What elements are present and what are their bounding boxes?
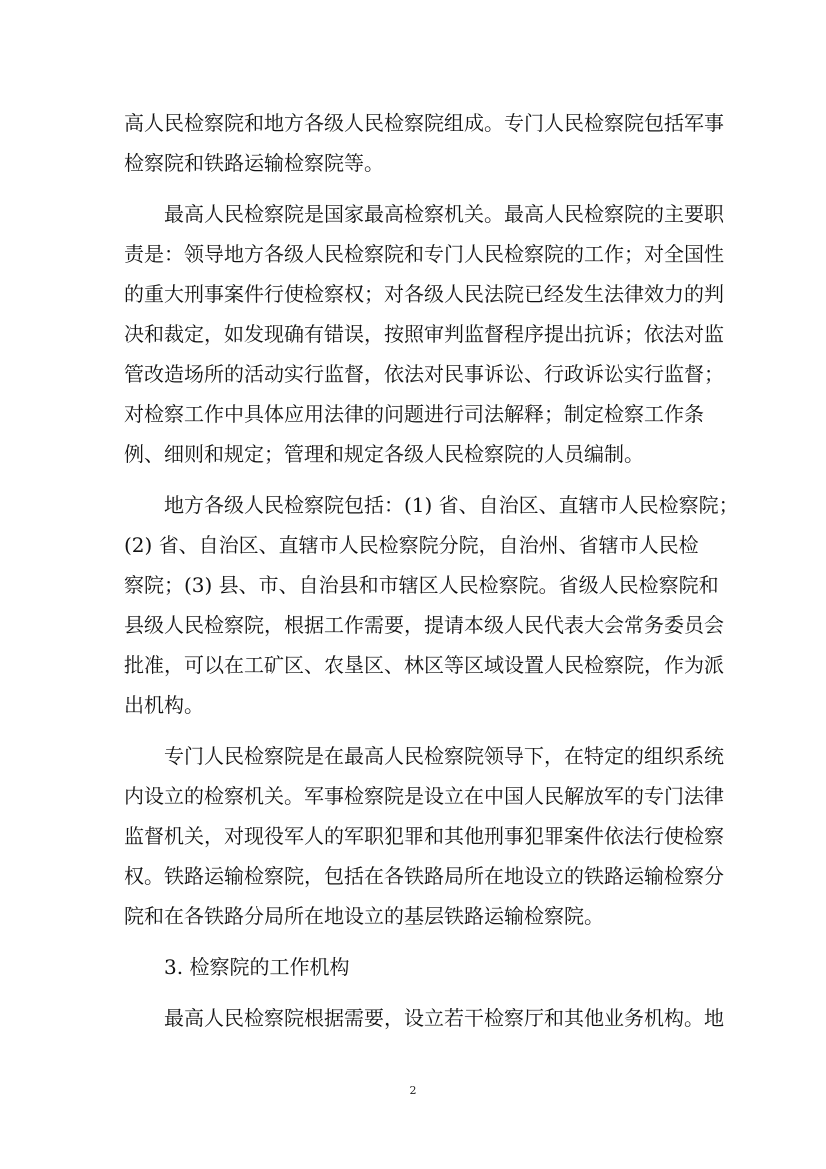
text-line: 内设立的检察机关。军事检察院是设立在中国人民解放军的专门法律 [124,784,724,808]
text-line: 批准，可以在工矿区、农垦区、林区等区域设置人民检察院，作为派 [124,653,724,677]
text-line: 的重大刑事案件行使检察权；对各级人民法院已经发生法律效力的判 [124,282,724,306]
section-heading [124,947,704,987]
paragraph [124,103,724,183]
paragraph [124,194,724,474]
text-line: 最高人民检察院是国家最高检察机关。最高人民检察院的主要职 [164,202,724,226]
text-line: 对检察工作中具体应用法律的问题进行司法解释；制定检察工作条 [124,402,704,426]
page-number: 2 [409,1084,417,1097]
paragraph [124,998,724,1038]
text-line: 例、细则和规定；管理和规定各级人民检察院的人员编制。 [124,442,644,466]
text-line: 最高人民检察院根据需要，设立若干检察厅和其他业务机构。地 [164,1006,724,1030]
text-line: 地方各级人民检察院包括：(1) 省、自治区、直辖市人民检察院； [164,493,739,517]
body-text [124,103,739,1038]
text-line: 责是：领导地方各级人民检察院和专门人民检察院的工作；对全国性 [124,242,724,266]
paragraph [124,485,739,725]
text-line: 专门人民检察院是在最高人民检察院领导下，在特定的组织系统 [164,744,724,768]
text-line: 县级人民检察院，根据工作需要，提请本级人民代表大会常务委员会 [124,613,724,637]
text-line: 管改造场所的活动实行监督，依法对民事诉讼、行政诉讼实行监督； [124,362,724,386]
text-line: 3. 检察院的工作机构 [164,955,350,979]
text-line: 院和在各铁路分局所在地设立的基层铁路运输检察院。 [124,904,604,928]
text-line: 检察院和铁路运输检察院等。 [124,151,384,175]
text-line: 权。铁路运输检察院，包括在各铁路局所在地设立的铁路运输检察分 [124,864,724,888]
text-line: (2) 省、自治区、直辖市人民检察院分院，自治州、省辖市人民检 [124,533,699,557]
text-line: 决和裁定，如发现确有错误，按照审判监督程序提出抗诉；依法对监 [124,322,724,346]
text-line: 察院；(3) 县、市、自治县和市辖区人民检察院。省级人民检察院和 [124,573,719,597]
text-line: 出机构。 [124,693,204,717]
paragraph [124,736,724,936]
text-line: 监督机关，对现役军人的军职犯罪和其他刑事犯罪案件依法行使检察 [124,824,724,848]
text-line: 高人民检察院和地方各级人民检察院组成。专门人民检察院包括军事 [124,111,724,135]
